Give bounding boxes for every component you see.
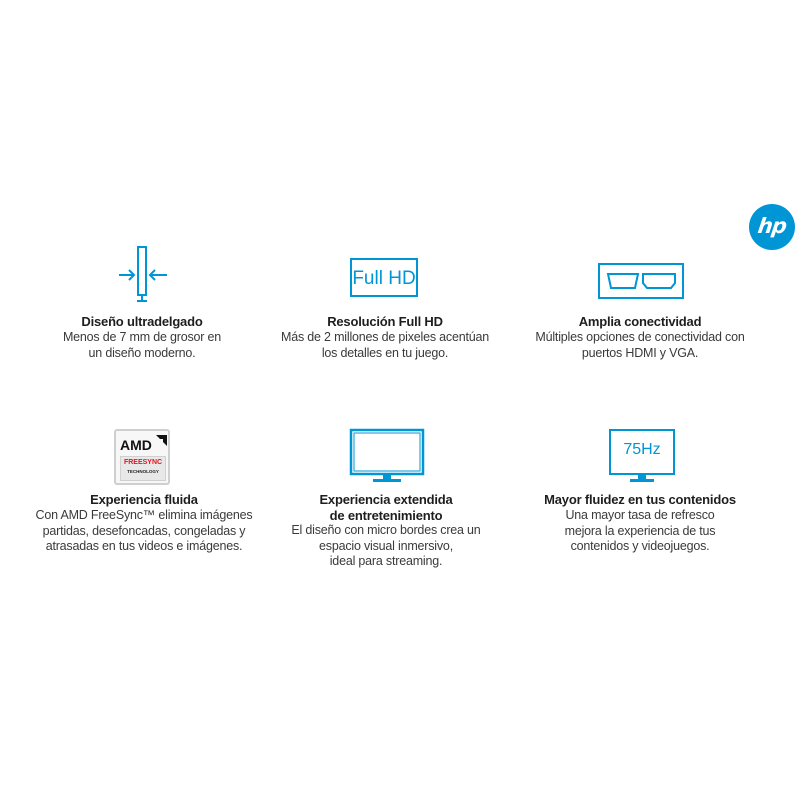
amd-brand-text: AMD xyxy=(120,437,152,453)
ports-icon xyxy=(598,263,684,299)
feature-title: Resolución Full HD xyxy=(327,314,443,329)
refresh-rate-label: 75Hz xyxy=(623,441,661,458)
thin-profile-icon xyxy=(117,246,169,302)
feature-title: Experiencia extendida de entretenimiento xyxy=(319,492,453,523)
feature-title: Amplia conectividad xyxy=(578,314,702,329)
freesync-text: FREESYNC xyxy=(123,459,163,466)
feature-description: El diseño con micro bordes crea un espacio visual inmersivo, ideal para streaming. xyxy=(291,523,481,568)
full-hd-label: Full HD xyxy=(352,268,416,289)
amd-freesync-logo xyxy=(114,429,170,485)
feature-title: Mayor fluidez en tus contenidos xyxy=(544,492,736,507)
feature-description: Múltiples opciones de conectividad con puertos HDMI y VGA. xyxy=(535,330,745,360)
feature-description: Con AMD FreeSync™ elimina imágenes partidas, desefoncadas, congeladas y atrasadas en tus videos e imágenes. xyxy=(35,508,253,553)
feature-title: Diseño ultradelgado xyxy=(81,314,203,329)
monitor-icon xyxy=(349,428,425,484)
feature-title: Experiencia fluida xyxy=(90,492,198,507)
full-hd-icon xyxy=(350,258,418,297)
hp-logo xyxy=(749,204,795,250)
freesync-sub-text: TECHNOLOGY xyxy=(127,469,159,474)
feature-description: Una mayor tasa de refresco mejora la experiencia de tus contenidos y videojuegos. xyxy=(564,508,716,553)
feature-description: Menos de 7 mm de grosor en un diseño moderno. xyxy=(62,330,222,360)
freesync-panel xyxy=(120,456,166,481)
feature-description: Más de 2 millones de pixeles acentúan los detalles en tu juego. xyxy=(280,330,489,360)
amd-arrow-icon xyxy=(156,435,167,446)
hp-logo-text: hp xyxy=(756,214,788,238)
